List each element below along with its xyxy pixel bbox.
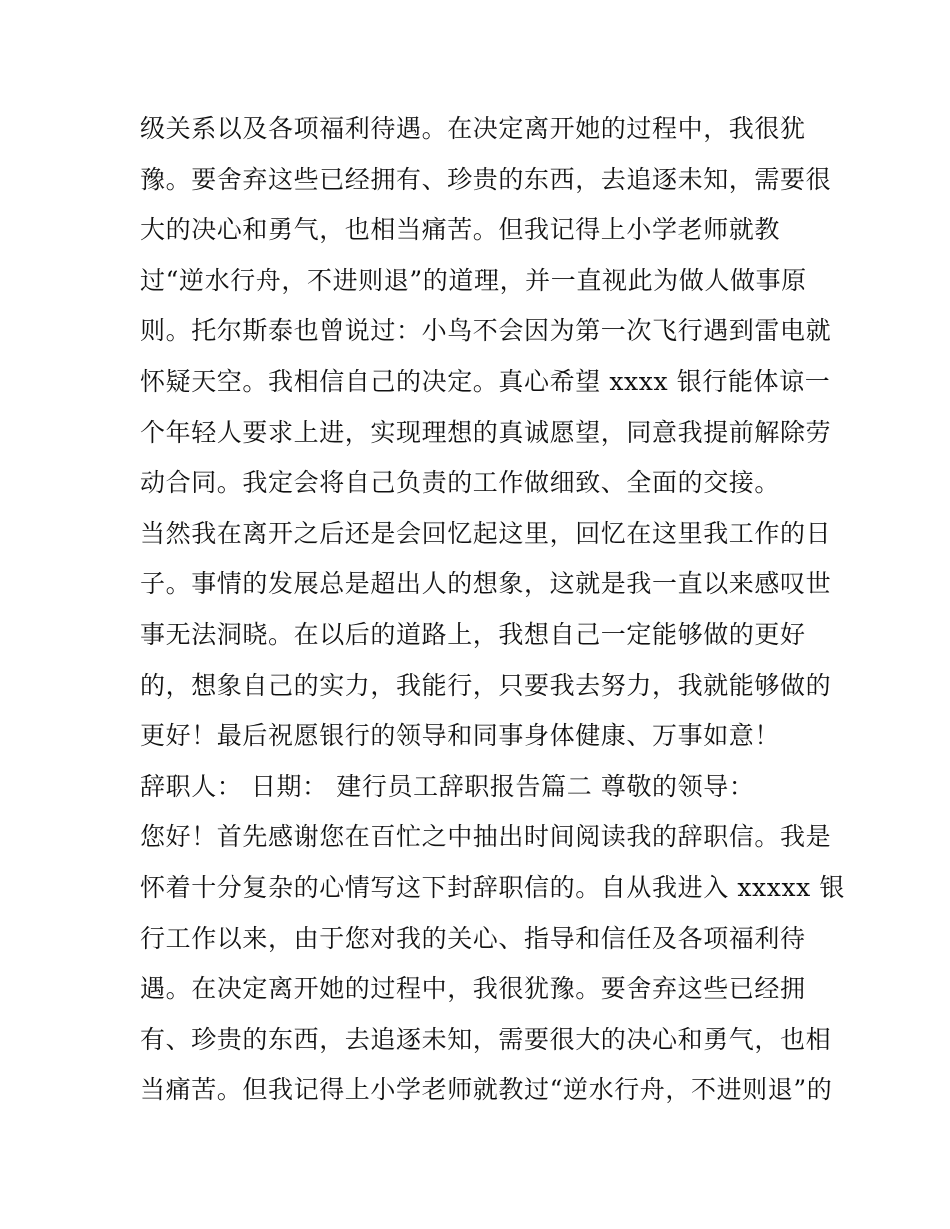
text-line: 当然我在离开之后还是会回忆起这里，回忆在这里我工作的日 bbox=[140, 518, 832, 548]
text-line: 怀疑天空。我相信自己的决定。真心希望 xxxx 银行能体谅一 bbox=[140, 366, 831, 396]
text-line: 有、珍贵的东西，去追逐未知，需要很大的决心和勇气，也相 bbox=[140, 1024, 832, 1054]
text-line: 辞职人： 日期： 建行员工辞职报告篇二 尊敬的领导： bbox=[140, 771, 755, 801]
text-line: 怀着十分复杂的心情写这下封辞职信的。自从我进入 xxxxx 银 bbox=[140, 872, 845, 902]
text-line: 过“逆水行舟，不进则退”的道理，并一直视此为做人做事原 bbox=[140, 265, 807, 295]
text-line: 子。事情的发展总是超出人的想象，这就是我一直以来感叹世 bbox=[140, 569, 832, 599]
text-line: 个年轻人要求上进，实现理想的真诚愿望，同意我提前解除劳 bbox=[140, 417, 832, 447]
text-line: 大的决心和勇气，也相当痛苦。但我记得上小学老师就教 bbox=[140, 215, 781, 245]
text-line: 则。托尔斯泰也曾说过：小鸟不会因为第一次飞行遇到雷电就 bbox=[140, 316, 832, 346]
text-line: 您好！首先感谢您在百忙之中抽出时间阅读我的辞职信。我是 bbox=[140, 822, 832, 852]
document-body bbox=[140, 104, 845, 1116]
text-line: 遇。在决定离开她的过程中，我很犹豫。要舍弃这些已经拥 bbox=[140, 974, 806, 1004]
text-line: 豫。要舍弃这些已经拥有、珍贵的东西，去追逐未知，需要很 bbox=[140, 164, 832, 194]
text-line: 当痛苦。但我记得上小学老师就教过“逆水行舟，不进则退”的 bbox=[140, 1075, 833, 1105]
text-line: 行工作以来，由于您对我的关心、指导和信任及各项福利待 bbox=[140, 923, 806, 953]
text-line: 级关系以及各项福利待遇。在决定离开她的过程中，我很犹 bbox=[140, 114, 806, 143]
text-line: 动合同。我定会将自己负责的工作做细致、全面的交接。 bbox=[140, 468, 781, 498]
text-line: 更好！最后祝愿银行的领导和同事身体健康、万事如意！ bbox=[140, 721, 781, 751]
text-line: 的，想象自己的实力，我能行，只要我去努力，我就能够做的 bbox=[140, 670, 832, 700]
text-line: 事无法洞晓。在以后的道路上，我想自己一定能够做的更好 bbox=[140, 619, 806, 649]
